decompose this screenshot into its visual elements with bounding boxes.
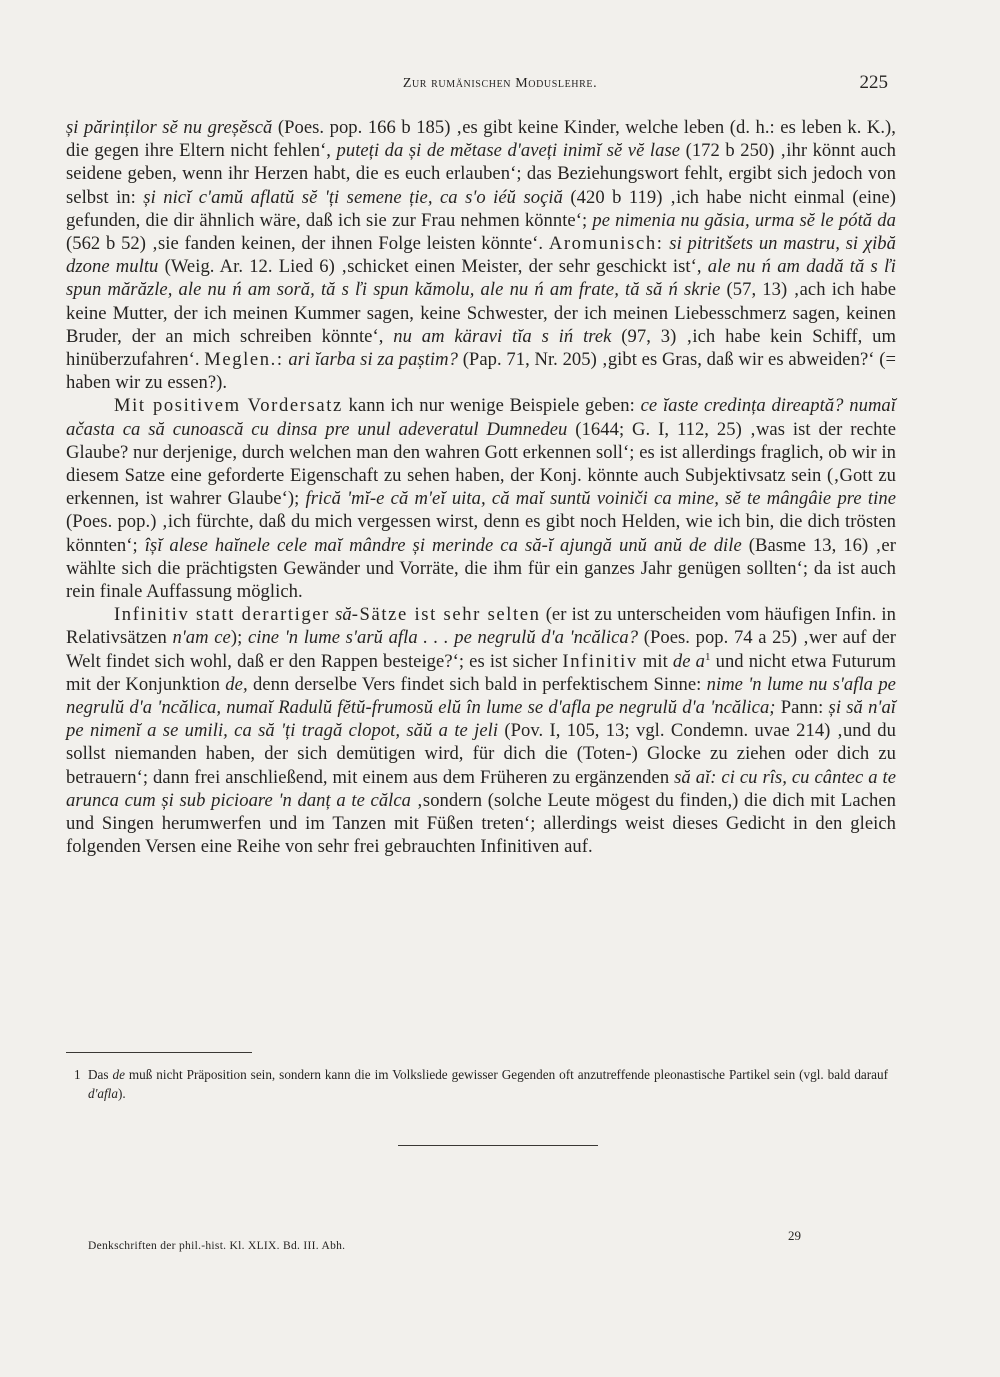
- footnote: [74, 1065, 889, 1103]
- text: ).: [117, 1086, 126, 1101]
- quote: d'afla: [88, 1086, 118, 1101]
- quote: cine 'n lume s'arŭ afla . . . pe negrulŭ d'a 'ncălica?: [247, 627, 639, 649]
- paragraph-2: [66, 394, 896, 603]
- quote: ce ĭaste credința direaptă? numaĭ ačasta ca să cunoască cu dinsa pre unul adeveratul Dumnedeu: [66, 395, 896, 440]
- quote: și nicĭ c'amŭ aflatŭ sĕ 'ți semene ție, ca s'o iéŭ soçiă: [143, 186, 563, 208]
- text: (Poes. pop.) ‚ich fürchte, daß du mich vergessen wirst, denn es gibt noch Helden, wie ich bin, die dich trösten könnten‘;: [66, 511, 896, 556]
- text: (Poes. pop. 74 a 25) ‚wer auf der Welt findet sich wohl, daß er den Rappen besteige?‘; es ist sicher: [66, 627, 897, 672]
- page-number: 225: [859, 72, 888, 93]
- text: (Basme 13, 16) ‚er wählte sich die prächtigsten Gewänder und Vorräte, die ihm für ein ganzes Jahr genügen sollten‘; da ist auch rein finale Auffassung möglich.: [66, 534, 896, 603]
- quote: și să n'aĭ pe nimenĭ a se umili, ca să 'ți tragă clopot, săŭ a te jeli: [66, 697, 897, 742]
- text: (Pov. I, 105, 13; vgl. Condemn. uvae 214) ‚und du sollst niemanden haben, der sich demütigen wird, für dich die (Toten-) Glocke zu ziehen oder dich zu betrauern‘; dann frei anschließend, mit einem aus dem Früheren zu ergänzenden: [66, 720, 896, 788]
- paragraph-3: [66, 603, 896, 858]
- text: (1644; G. I, 112, 25) ‚was ist der rechte Glaube? nur derjenige, durch welchen man den wahren Gott erkennen soll‘; es ist allerdings fraglich, ob wir in diesem Satze eine geforderte Eigenschaft zu sehen haben, der Konj. könnte auch Subjektivsatz sein (‚Gott zu erkennen, ist wahrer Glaube‘);: [66, 418, 896, 510]
- section-divider: [398, 1145, 598, 1146]
- quote: pe nimenia nu găsia, urma sĕ le pótă da: [592, 209, 896, 231]
- quote: ale nu ń am dadă tă s ľi spun mărăzle, ale nu ń am soră, tă s ľi spun kămolu, ale nu ń am frate, tă să ń skrie: [66, 256, 896, 301]
- text: Pann:: [775, 697, 829, 719]
- footnote-divider: [66, 1052, 252, 1053]
- footnote-ref: 1: [704, 650, 711, 663]
- spaced-term: Aromunisch:: [548, 233, 664, 255]
- text: ‚sondern (solche Leute mögest du finden,) die dich mit Lachen und Singen herumwerfen und im Tanzen mit Füßen treten‘; allerdings weist dieses Gedicht in den gleich folgenden Versen eine Reihe von sehr frei gebrauchten Infinitiven auf.: [66, 789, 896, 858]
- quote: de: [112, 1067, 125, 1082]
- text: (97, 3) ‚ich habe kein Schiff, um hinüberzufahren‘.: [66, 325, 896, 371]
- paragraph-1: [66, 116, 896, 394]
- text: Das: [88, 1067, 113, 1082]
- text: und nicht etwa Futurum mit der Konjunktion: [66, 650, 896, 695]
- text: (420 b 119) ‚ich habe nicht einmal (eine) gefunden, die dir ähnlich wäre, daß ich sie zur Frau nehmen könnte‘;: [66, 186, 896, 231]
- text: );: [230, 627, 248, 649]
- sheet-number: 29: [788, 1228, 801, 1243]
- quote: si pitritšets un mastru, si χibă dzone multu: [66, 233, 896, 278]
- imprint: Denkschriften der phil.-hist. Kl. XLIX. Bd. III. Abh.: [88, 1240, 346, 1252]
- text: kann ich nur wenige Beispiele geben:: [342, 395, 641, 417]
- text: (er ist zu unterscheiden vom häufigen Infin. in Relativsätzen: [66, 604, 896, 649]
- quote: frică 'mĭ-e că m'eĭ uita, că maĭ suntŭ voiniči ca mine, sĕ te mângâie pre tine: [305, 488, 897, 510]
- quote: nu am käravi tĭa s iń trek: [393, 325, 612, 347]
- quote: n'am ce: [172, 627, 231, 649]
- spaced-term: ist sehr selten: [407, 604, 541, 626]
- quote: îșĭ alese haĭnele cele maĭ mândre și merinde ca să-ĭ ajungă unŭ anŭ de dile: [144, 534, 742, 556]
- text: mit: [637, 650, 673, 672]
- text: (57, 13) ‚ach ich habe keine Mutter, der ich meinen Kummer sagen, keine Schwester, der ich meinen Liebesschmerz sagen, keinen Bruder, der an mich schreiben könnte‘,: [66, 279, 897, 347]
- quote: nime 'n lume nu s'afla pe negrulŭ d'a 'ncălica, numaĭ Radulŭ fĕtŭ-frumosŭ elŭ în lume se d'afla pe negrulŭ d'a 'ncălica;: [66, 673, 896, 719]
- quote: de a: [672, 650, 705, 672]
- text: (Poes. pop. 166 b 185) ‚es gibt keine Kinder, welche leben (d. h.: es leben k. K.), die gegen ihre Eltern nicht fehlen‘,: [66, 117, 896, 162]
- quote: de,: [225, 673, 248, 695]
- quote: și părinților sĕ nu greșĕscă: [66, 117, 273, 138]
- spaced-term: Mit positivem Vordersatz: [114, 395, 343, 417]
- spaced-term: Meglen.:: [204, 349, 284, 371]
- quote: puteți da și de mĕtase d'aveți inimĭ sĕ vĕ lase: [336, 140, 681, 162]
- text: denn derselbe Vers findet sich bald in perfektischem Sinne:: [247, 673, 707, 695]
- footnote-mark: 1: [74, 1067, 81, 1082]
- text: (Pap. 71, Nr. 205) ‚gibt es Gras, daß wir es abweiden?‘ (= haben wir zu essen?).: [66, 349, 896, 394]
- quote: să: [335, 604, 352, 626]
- spaced-term: Infinitiv: [562, 650, 638, 672]
- text: (172 b 250) ‚ihr könnt auch seidene geben, wenn ihr Herzen habt, die es euch erlauben‘; das Beziehungswort fehlt, ergibt sich jedoch von selbst in:: [66, 140, 896, 208]
- spaced-term: -Sätze: [351, 604, 408, 626]
- body-text: [66, 116, 896, 859]
- text: (Weig. Ar. 12. Lied 6) ‚schicket einen Meister, der sehr geschickt ist‘,: [158, 256, 708, 278]
- running-header: Zur rumänischen Moduslehre.: [402, 76, 598, 91]
- quote: ari ĭarba si za paștim?: [288, 349, 458, 371]
- text: (562 b 52) ‚sie fanden keinen, der ihnen Folge leisten könnte‘.: [66, 233, 549, 255]
- text: muß nicht Präposition sein, sondern kann die im Volksliede gewisser Gegenden oft anzutreffende pleonastische Partikel sein (vgl. bald darauf: [124, 1067, 889, 1082]
- spaced-term: Infinitiv statt derartiger: [114, 604, 330, 626]
- quote: să aĭ: ci cu rîs, cu cântec a te arunca cum și sub picioare 'n danț a te călca: [66, 766, 897, 811]
